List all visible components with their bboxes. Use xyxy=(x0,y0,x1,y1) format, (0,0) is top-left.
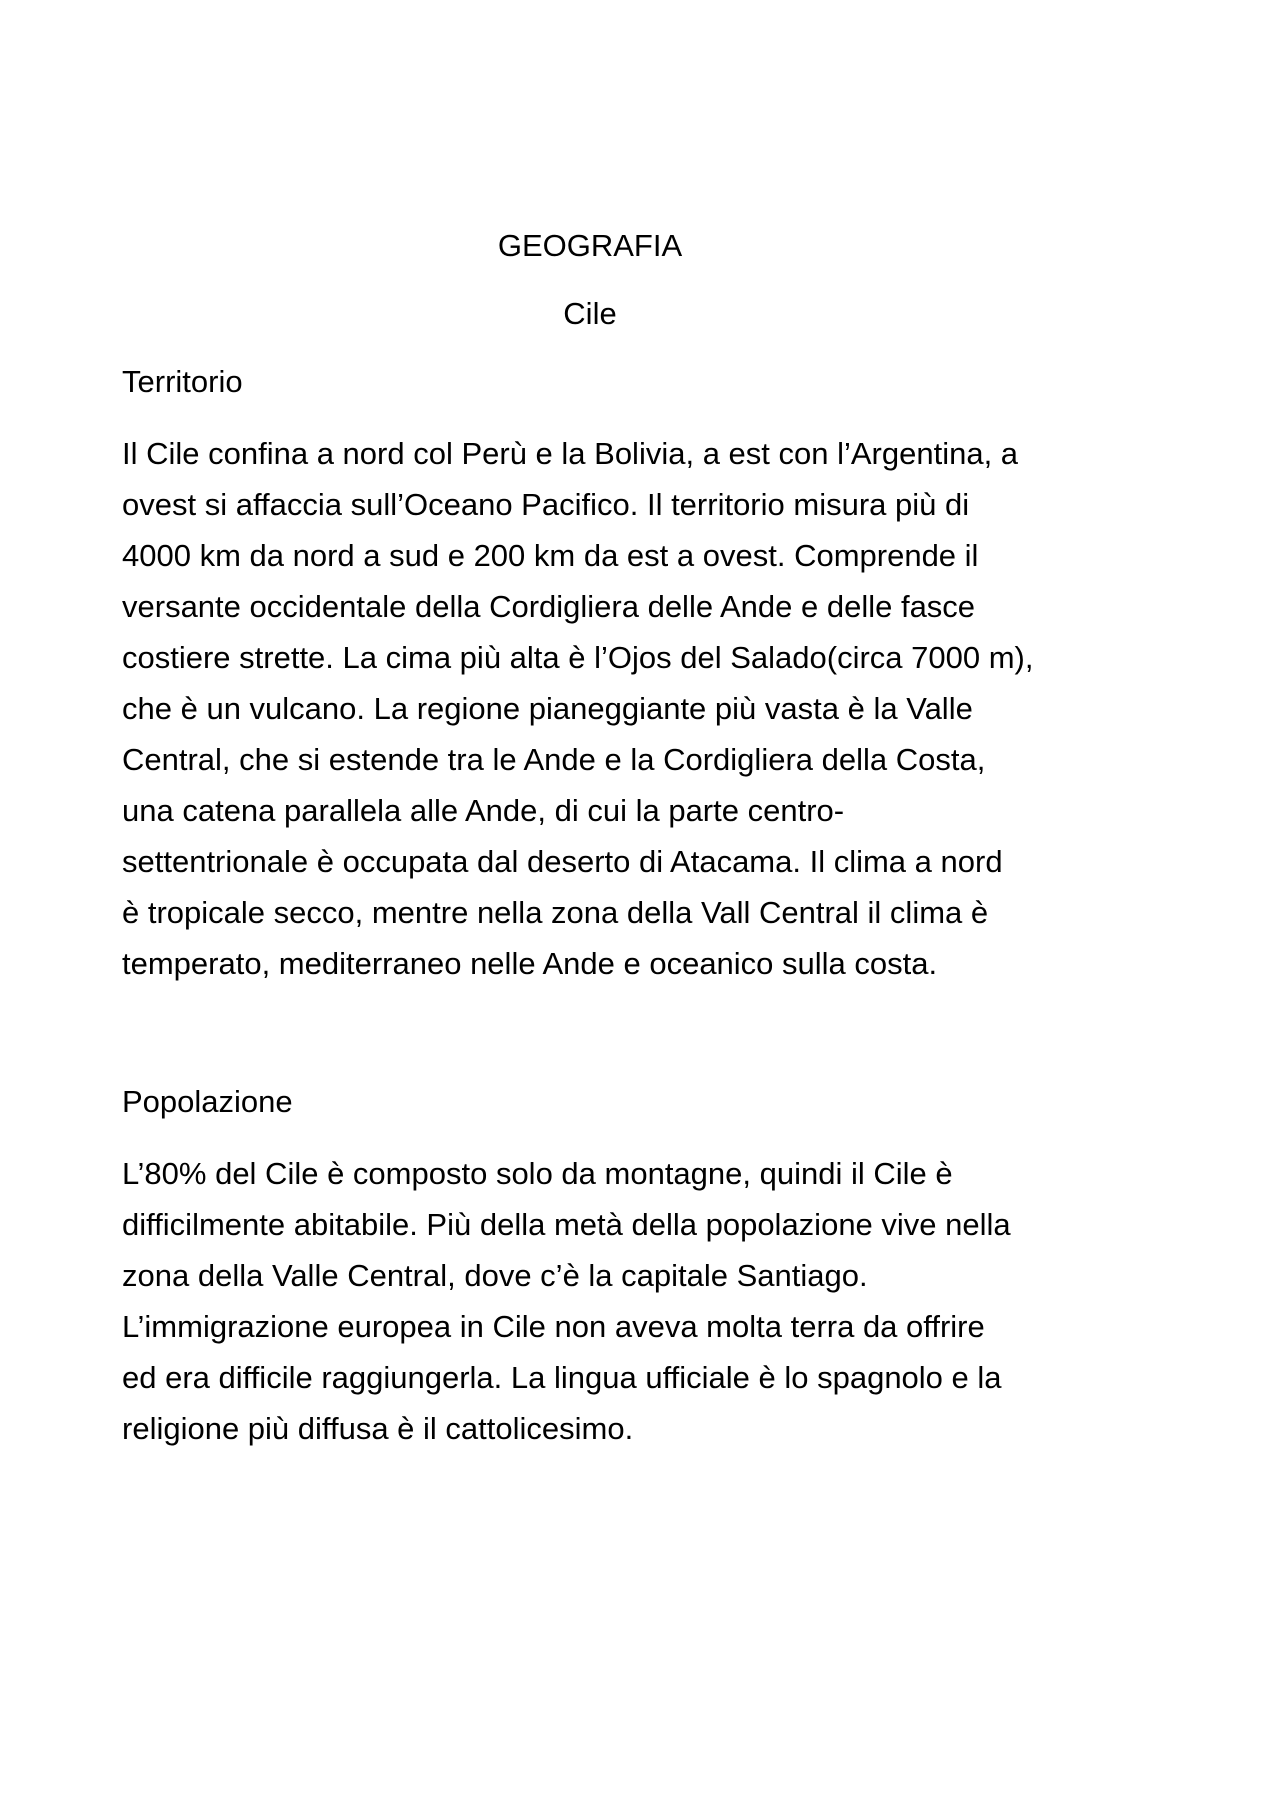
text-line: è tropicale secco, mentre nella zona della Vall Central il clima è xyxy=(122,895,989,930)
section-heading-territorio: Territorio xyxy=(122,364,243,399)
text-line: temperato, mediterraneo nelle Ande e oceanico sulla costa. xyxy=(122,946,938,981)
text-line: religione più diffusa è il cattolicesimo. xyxy=(122,1411,634,1446)
text-line: che è un vulcano. La regione pianeggiante più vasta è la Valle xyxy=(122,691,973,726)
section-heading-popolazione: Popolazione xyxy=(122,1084,293,1119)
text-line: costiere strette. La cima più alta è l’Ojos del Salado(circa 7000 m), xyxy=(122,640,1034,675)
document-title: GEOGRAFIA xyxy=(497,228,683,263)
text-line: zona della Valle Central, dove c’è la capitale Santiago. xyxy=(122,1258,868,1293)
paragraph-territorio xyxy=(122,428,1182,989)
text-line: L’80% del Cile è composto solo da montagne, quindi il Cile è xyxy=(122,1156,953,1191)
text-line: difficilmente abitabile. Più della metà della popolazione vive nella xyxy=(122,1207,1011,1242)
paragraph-popolazione xyxy=(122,1148,1182,1454)
text-line: Central, che si estende tra le Ande e la Cordigliera della Costa, xyxy=(122,742,986,777)
text-line: versante occidentale della Cordigliera delle Ande e delle fasce xyxy=(122,589,976,624)
document-subtitle: Cile xyxy=(563,296,617,331)
text-line: settentrionale è occupata dal deserto di Atacama. Il clima a nord xyxy=(122,844,1003,879)
text-line: ed era difficile raggiungerla. La lingua ufficiale è lo spagnolo e la xyxy=(122,1360,1002,1395)
text-line: L’immigrazione europea in Cile non aveva molta terra da offrire xyxy=(122,1309,985,1344)
text-line: una catena parallela alle Ande, di cui la parte centro- xyxy=(122,793,845,828)
text-line: Il Cile confina a nord col Perù e la Bolivia, a est con l’Argentina, a xyxy=(122,436,1019,471)
text-line: ovest si affaccia sull’Oceano Pacifico. Il territorio misura più di xyxy=(122,487,970,522)
text-line: 4000 km da nord a sud e 200 km da est a ovest. Comprende il xyxy=(122,538,979,573)
